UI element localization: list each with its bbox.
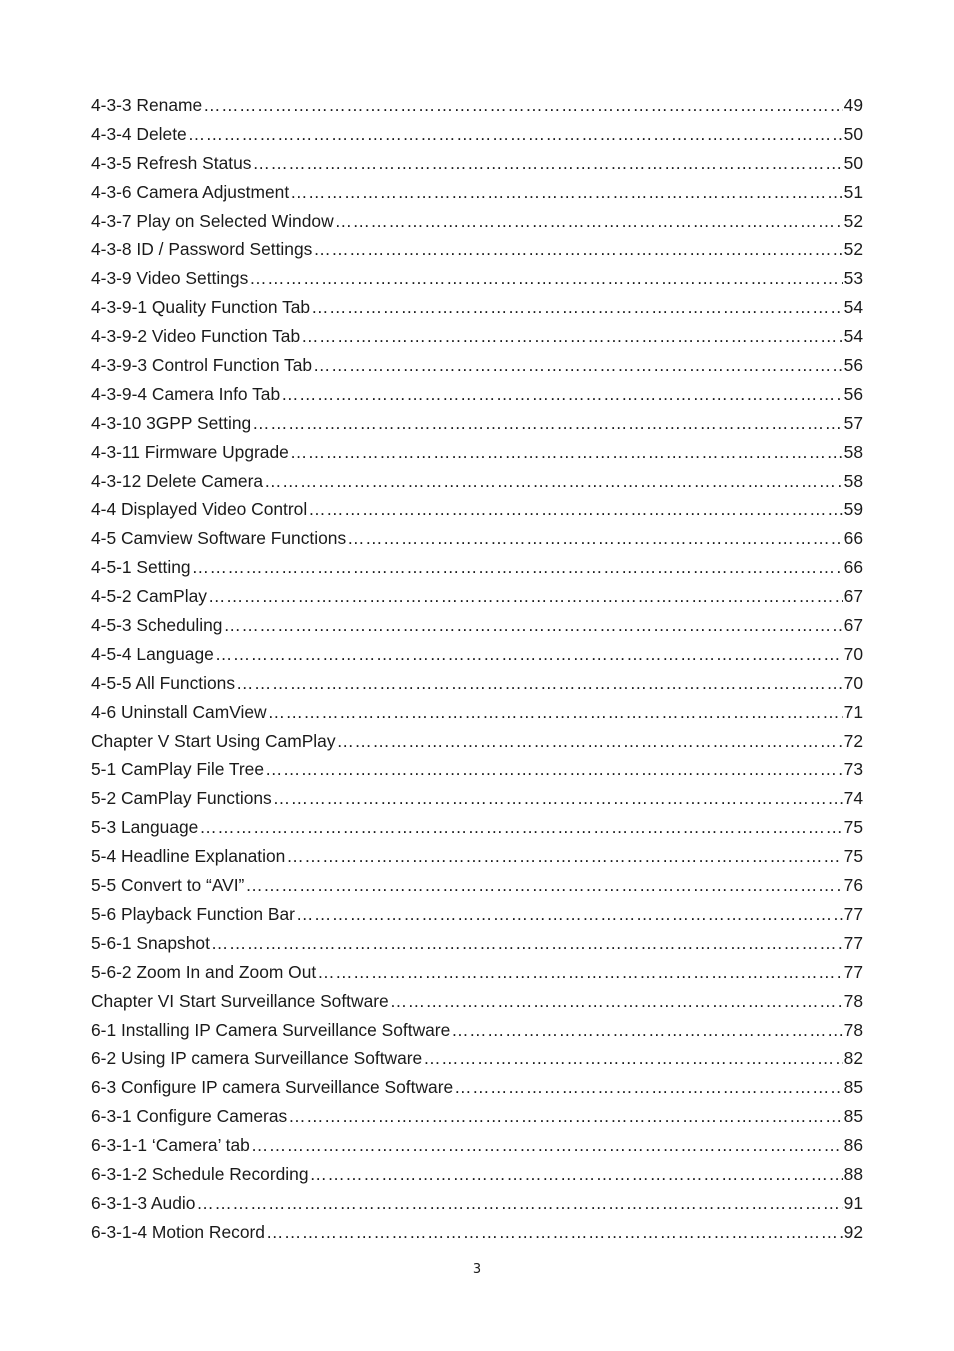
- toc-entry: [91, 351, 863, 380]
- toc-entry-title: 5-3 Language: [91, 817, 199, 838]
- toc-dot-leader: [290, 438, 843, 467]
- toc-entry-title: 4-3-12 Delete Camera: [91, 470, 264, 491]
- toc-entry-title: 5-6-2 Zoom In and Zoom Out: [91, 961, 317, 982]
- toc-entry: [91, 293, 863, 322]
- toc-entry-title: 6-3-1-2 Schedule Recording: [91, 1163, 309, 1184]
- toc-dot-leader: [337, 727, 843, 756]
- toc-entry-title: 6-3-1-3 Audio: [91, 1192, 196, 1213]
- toc-entry-page: 76: [843, 875, 863, 896]
- toc-entry-page: 72: [843, 730, 863, 751]
- toc-entry: [91, 553, 863, 582]
- toc-entry-page: 67: [843, 586, 863, 607]
- toc-dot-leader: [196, 1189, 842, 1218]
- toc-entry-page: 77: [843, 903, 863, 924]
- toc-entry-page: 52: [843, 210, 863, 231]
- toc-dot-leader: [273, 784, 843, 813]
- toc-entry-page: 54: [843, 297, 863, 318]
- toc-entry: [91, 380, 863, 409]
- toc-entry-title: 4-3-10 3GPP Setting: [91, 412, 252, 433]
- toc-entry: [91, 958, 863, 987]
- toc-dot-leader: [245, 871, 842, 900]
- toc-entry-page: 53: [843, 268, 863, 289]
- toc-entry-page: 66: [843, 557, 863, 578]
- toc-entry-title: 5-2 CamPlay Functions: [91, 788, 272, 809]
- table-of-contents: [91, 91, 863, 1247]
- toc-entry-title: 4-4 Displayed Video Control: [91, 499, 308, 520]
- toc-entry-title: 5-5 Convert to “AVI”: [91, 875, 245, 896]
- toc-dot-leader: [347, 524, 842, 553]
- toc-entry-page: 88: [843, 1163, 863, 1184]
- toc-entry-title: 5-6 Playback Function Bar: [91, 903, 295, 924]
- toc-entry: [91, 91, 863, 120]
- toc-dot-leader: [208, 582, 843, 611]
- toc-entry: [91, 582, 863, 611]
- toc-entry: [91, 900, 863, 929]
- toc-entry-title: 4-5-1 Setting: [91, 557, 191, 578]
- toc-dot-leader: [313, 351, 843, 380]
- toc-entry-title: 6-2 Using IP camera Surveillance Software: [91, 1048, 423, 1069]
- toc-entry-title: Chapter VI Start Surveillance Software: [91, 990, 389, 1011]
- toc-dot-leader: [308, 495, 842, 524]
- toc-dot-leader: [268, 698, 843, 727]
- toc-dot-leader: [188, 120, 843, 149]
- toc-entry-title: 4-5-2 CamPlay: [91, 586, 207, 607]
- toc-entry-page: 50: [843, 123, 863, 144]
- toc-dot-leader: [192, 553, 843, 582]
- toc-entry: [91, 1218, 863, 1247]
- toc-dot-leader: [251, 1131, 843, 1160]
- toc-entry: [91, 1016, 863, 1045]
- toc-dot-leader: [264, 467, 843, 496]
- toc-entry-page: 70: [843, 672, 863, 693]
- toc-dot-leader: [199, 813, 842, 842]
- toc-dot-leader: [286, 842, 842, 871]
- toc-entry: [91, 438, 863, 467]
- toc-entry-page: 75: [843, 846, 863, 867]
- toc-entry: [91, 1073, 863, 1102]
- toc-entry: [91, 409, 863, 438]
- toc-dot-leader: [423, 1044, 842, 1073]
- toc-entry-page: 74: [843, 788, 863, 809]
- toc-dot-leader: [266, 1218, 843, 1247]
- toc-dot-leader: [451, 1016, 842, 1045]
- toc-entry: [91, 611, 863, 640]
- toc-dot-leader: [215, 640, 843, 669]
- toc-entry-page: 66: [843, 528, 863, 549]
- toc-entry-title: 6-1 Installing IP Camera Surveillance Software: [91, 1019, 451, 1040]
- toc-entry-title: 5-6-1 Snapshot: [91, 932, 210, 953]
- toc-dot-leader: [223, 611, 842, 640]
- toc-dot-leader: [454, 1073, 842, 1102]
- toc-entry-page: 73: [843, 759, 863, 780]
- toc-entry: [91, 120, 863, 149]
- toc-entry-page: 51: [843, 181, 863, 202]
- toc-entry-page: 54: [843, 326, 863, 347]
- toc-dot-leader: [281, 380, 843, 409]
- toc-entry-title: 5-1 CamPlay File Tree: [91, 759, 264, 780]
- toc-entry-page: 92: [843, 1221, 863, 1242]
- toc-entry: [91, 264, 863, 293]
- toc-entry: [91, 495, 863, 524]
- toc-entry-page: 82: [843, 1048, 863, 1069]
- toc-entry: [91, 640, 863, 669]
- toc-entry-title: 6-3-1-4 Motion Record: [91, 1221, 265, 1242]
- toc-entry-title: 4-5-3 Scheduling: [91, 615, 223, 636]
- toc-entry-title: 4-3-9-1 Quality Function Tab: [91, 297, 311, 318]
- toc-entry-title: 4-3-5 Refresh Status: [91, 152, 252, 173]
- toc-entry-page: 56: [843, 355, 863, 376]
- toc-entry-page: 77: [843, 961, 863, 982]
- toc-entry-page: 75: [843, 817, 863, 838]
- toc-dot-leader: [236, 669, 843, 698]
- toc-entry-title: 4-3-9-2 Video Function Tab: [91, 326, 301, 347]
- toc-entry: [91, 727, 863, 756]
- toc-entry: [91, 1102, 863, 1131]
- toc-dot-leader: [265, 755, 843, 784]
- toc-dot-leader: [252, 409, 842, 438]
- toc-entry-title: 4-3-9 Video Settings: [91, 268, 249, 289]
- toc-entry-page: 58: [843, 470, 863, 491]
- toc-dot-leader: [290, 178, 843, 207]
- toc-entry-title: 4-3-7 Play on Selected Window: [91, 210, 334, 231]
- toc-entry-page: 59: [843, 499, 863, 520]
- toc-entry: [91, 1044, 863, 1073]
- toc-entry: [91, 698, 863, 727]
- toc-dot-leader: [311, 293, 843, 322]
- toc-entry: [91, 929, 863, 958]
- toc-dot-leader: [335, 207, 843, 236]
- toc-entry-page: 86: [843, 1135, 863, 1156]
- toc-dot-leader: [317, 958, 842, 987]
- toc-dot-leader: [296, 900, 843, 929]
- toc-entry-title: 5-4 Headline Explanation: [91, 846, 286, 867]
- toc-entry: [91, 1160, 863, 1189]
- toc-entry-title: 4-6 Uninstall CamView: [91, 701, 267, 722]
- toc-entry-page: 71: [843, 701, 863, 722]
- toc-entry: [91, 987, 863, 1016]
- toc-entry-page: 50: [843, 152, 863, 173]
- toc-dot-leader: [390, 987, 843, 1016]
- toc-entry: [91, 871, 863, 900]
- toc-entry-page: 57: [843, 412, 863, 433]
- toc-entry-page: 85: [843, 1106, 863, 1127]
- toc-dot-leader: [288, 1102, 842, 1131]
- toc-entry: [91, 842, 863, 871]
- toc-entry: [91, 235, 863, 264]
- toc-dot-leader: [301, 322, 843, 351]
- toc-dot-leader: [313, 235, 842, 264]
- toc-entry: [91, 813, 863, 842]
- toc-entry-page: 77: [843, 932, 863, 953]
- toc-entry-page: 91: [843, 1192, 863, 1213]
- toc-entry-title: 4-3-6 Camera Adjustment: [91, 181, 290, 202]
- toc-entry-title: 4-3-3 Rename: [91, 95, 203, 115]
- toc-entry-title: 4-5-4 Language: [91, 643, 214, 664]
- toc-entry-page: 56: [843, 383, 863, 404]
- toc-dot-leader: [203, 91, 842, 120]
- toc-entry: [91, 207, 863, 236]
- toc-entry-page: 78: [843, 1019, 863, 1040]
- toc-entry: [91, 149, 863, 178]
- toc-entry-page: 49: [843, 95, 863, 115]
- toc-entry-page: 78: [843, 990, 863, 1011]
- page-number: 3: [472, 1262, 482, 1277]
- toc-entry-title: 4-3-11 Firmware Upgrade: [91, 441, 289, 462]
- toc-entry-title: 4-3-8 ID / Password Settings: [91, 239, 313, 260]
- toc-entry-title: 6-3-1 Configure Cameras: [91, 1106, 288, 1127]
- toc-entry: [91, 467, 863, 496]
- toc-entry-title: 4-5 Camview Software Functions: [91, 528, 347, 549]
- toc-entry: [91, 669, 863, 698]
- toc-entry-title: 4-3-9-4 Camera Info Tab: [91, 383, 281, 404]
- toc-dot-leader: [211, 929, 843, 958]
- toc-entry-page: 85: [843, 1077, 863, 1098]
- toc-entry: [91, 1189, 863, 1218]
- toc-entry: [91, 322, 863, 351]
- toc-entry-page: 67: [843, 615, 863, 636]
- toc-entry: [91, 784, 863, 813]
- toc-entry: [91, 755, 863, 784]
- toc-entry: [91, 524, 863, 553]
- toc-entry: [91, 178, 863, 207]
- toc-entry-page: 58: [843, 441, 863, 462]
- toc-dot-leader: [252, 149, 842, 178]
- toc-dot-leader: [310, 1160, 843, 1189]
- toc-entry-title: 4-3-4 Delete: [91, 123, 187, 144]
- toc-entry-title: 4-3-9-3 Control Function Tab: [91, 355, 313, 376]
- toc-dot-leader: [249, 264, 842, 293]
- toc-entry-title: 6-3 Configure IP camera Surveillance Software: [91, 1077, 454, 1098]
- toc-entry-page: 70: [843, 643, 863, 664]
- toc-entry-title: 4-5-5 All Functions: [91, 672, 236, 693]
- toc-entry-title: 6-3-1-1 ‘Camera’ tab: [91, 1135, 250, 1156]
- toc-entry: [91, 1131, 863, 1160]
- toc-entry-page: 52: [843, 239, 863, 260]
- toc-entry-title: Chapter V Start Using CamPlay: [91, 730, 336, 751]
